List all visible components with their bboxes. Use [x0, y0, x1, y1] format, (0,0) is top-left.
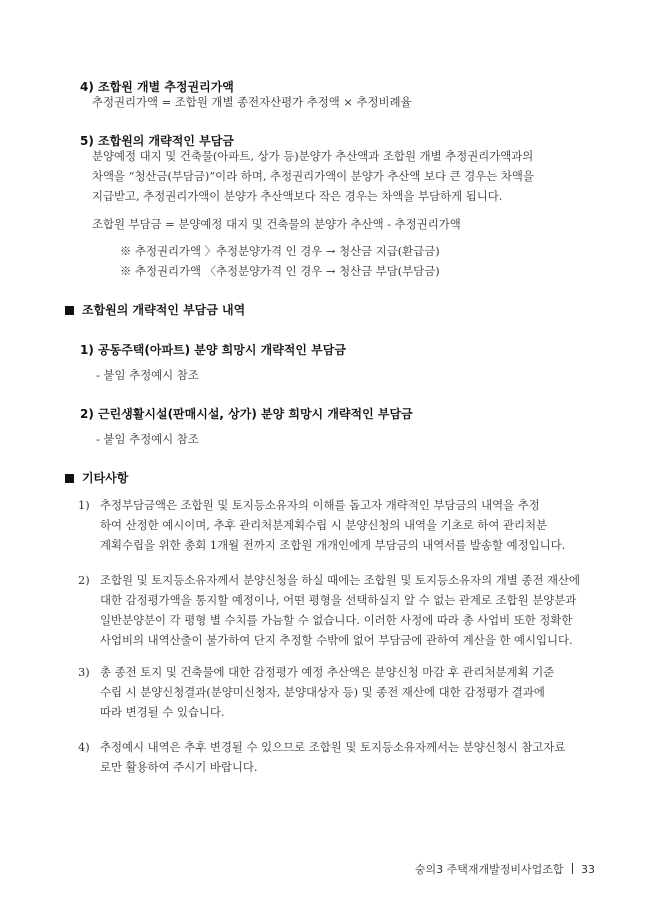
other-item-line: 추정예시 내역은 추후 변경될 수 있으므로 조합원 및 토지등소유자께서는 분양신청시 참고자료: [100, 740, 566, 754]
item4-formula: 추정권리가액 = 조합원 개별 종전자산평가 추정액 × 추정비례율: [92, 95, 412, 109]
note-burden: ※ 추정권리가액 〈추정분양가격 인 경우 → 청산금 부담(부담금): [120, 264, 440, 278]
other-item-line: 따라 변경될 수 있습니다.: [100, 705, 225, 719]
item5-paragraph: [92, 146, 592, 206]
other-item-line: 하여 산정한 예시이며, 추후 관리처분계획수립 시 분양신청의 내역을 기초로 하여 관리처분: [100, 518, 547, 532]
other-item-2: [78, 570, 598, 650]
item5-heading: 5) 조합원의 개략적인 부담금: [80, 134, 234, 148]
item5-line: 차액을 “청산금(부담금)”이라 하며, 추정권리가액이 분양가 추산액 보다 큰 경우는 차액을: [92, 169, 534, 183]
other-item-num: 2): [78, 573, 90, 587]
other-item-line: 일반분양분이 각 평형 별 수치를 가늠할 수 없습니다. 이러한 사정에 따라 총 사업비 또한 정확한: [100, 613, 573, 627]
other-section-title-text: 기타사항: [82, 471, 129, 485]
other-item-4: [78, 737, 598, 777]
other-section-title: [65, 469, 128, 486]
other-item-line: 추정부담금액은 조합원 및 토지등소유자의 이해를 돕고자 개략적인 부담금의 내역을 추정: [100, 498, 540, 512]
page-number: 33: [581, 863, 595, 876]
burden-section-title: [65, 301, 245, 318]
square-bullet-icon: [65, 474, 74, 483]
item5-notes: [120, 241, 440, 281]
burden-item1-note: - 붙임 추정예시 참조: [96, 368, 199, 382]
item4-heading: 4) 조합원 개별 추정권리가액: [80, 80, 234, 94]
footer-divider: [572, 863, 574, 874]
item5-line: 지급받고, 추정권리가액이 분양가 추산액보다 작은 경우는 차액을 부담하게 됩니다.: [92, 189, 503, 203]
other-item-line: 대한 감정평가액을 통지할 예정이나, 어떤 평형을 선택하실지 알 수 없는 관계로 조합원 분양분과: [100, 593, 577, 607]
other-item-line: 사업비의 내역산출이 불가하여 단지 추정할 수밖에 없어 부담금에 관하여 계산을 한 예시입니다.: [100, 633, 573, 647]
other-item-line: 로만 활용하여 주시기 바랍니다.: [100, 760, 258, 774]
item5-line: 분양예정 대지 및 건축물(아파트, 상가 등)분양가 추산액과 조합원 개별 추정권리가액과의: [92, 149, 534, 163]
item5-formula: 조합원 부담금 = 분양예정 대지 및 건축물의 분양가 추산액 - 추정권리가액: [92, 217, 461, 231]
square-bullet-icon: [65, 306, 74, 315]
burden-item2-heading: 2) 근린생활시설(판매시설, 상가) 분양 희망시 개략적인 부담금: [80, 407, 413, 421]
other-item-line: 총 종전 토지 및 건축물에 대한 감정평가 예정 추산액은 분양신청 마감 후 관리처분계획 기준: [100, 665, 555, 679]
other-item-line: 조합원 및 토지등소유자께서 분양신청을 하실 때에는 조합원 및 토지등소유자의 개별 종전 재산에: [100, 573, 580, 587]
other-item-line: 계획수립을 위한 총회 1개월 전까지 조합원 개개인에게 부담금의 내역서를 발송할 예정입니다.: [100, 538, 566, 552]
other-item-1: [78, 495, 598, 555]
other-item-num: 3): [78, 665, 90, 679]
other-item-3: [78, 662, 598, 722]
page-footer: [415, 861, 595, 877]
other-item-num: 1): [78, 498, 90, 512]
burden-section-title-text: 조합원의 개략적인 부담금 내역: [82, 303, 246, 317]
other-item-line: 수립 시 분양신청결과(분양미신청자, 분양대상자 등) 및 종전 재산에 대한 감정평가 결과에: [100, 685, 545, 699]
footer-org: 숭의3 주택재개발정비사업조합: [414, 863, 564, 876]
burden-item2-note: - 붙임 추정예시 참조: [96, 432, 199, 446]
burden-item1-heading: 1) 공동주택(아파트) 분양 희망시 개략적인 부담금: [80, 343, 346, 357]
note-refund: ※ 추정권리가액 〉추정분양가격 인 경우 → 청산금 지급(환급금): [120, 244, 440, 258]
other-item-num: 4): [78, 740, 90, 754]
